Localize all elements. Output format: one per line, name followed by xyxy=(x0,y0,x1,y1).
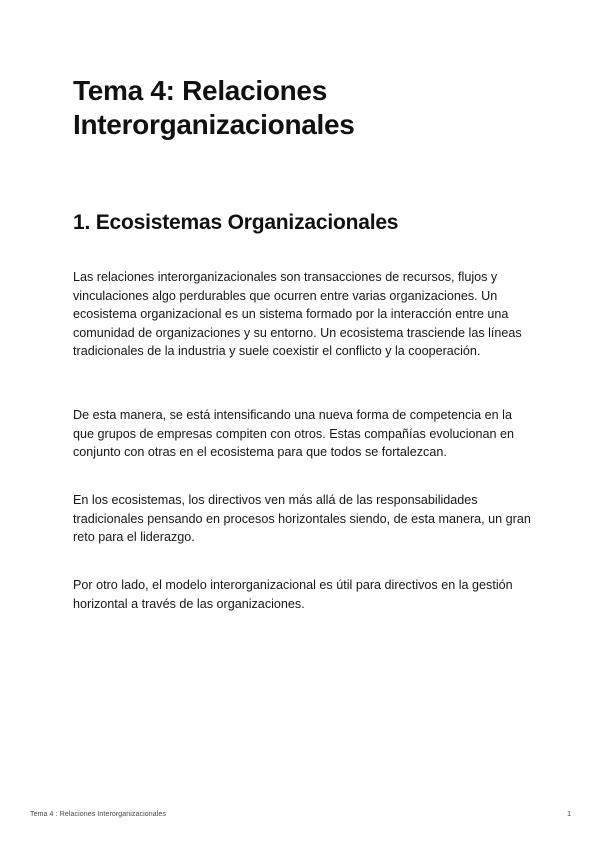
paragraph-1: Las relaciones interorganizacionales son transacciones de recursos, flujos y vinculaciones algo perdurables que ocurren entre varias organizaciones. Un ecosistema organizacional es un sistema formado por la interacción entre una comunidad de organizaciones y su entorno. Un ecosistema trasciende las líneas tradicionales de la industria y suele coexistir el conflicto y la cooperación. xyxy=(73,270,522,358)
section-heading: 1. Ecosistemas Organizacionales xyxy=(73,211,399,234)
paragraph-4: Por otro lado, el modelo interorganizacional es útil para directivos en la gestión horizontal a través de las organizaciones. xyxy=(73,578,513,611)
paragraph-2: De esta manera, se está intensificando una nueva forma de competencia en la que grupos de empresas compiten con otros. Estas compañías evolucionan en conjunto con otras en el ecosistema para que todos se fortalezcan. xyxy=(73,408,515,459)
page-number: 1 xyxy=(567,811,571,818)
document-title: Tema 4: Relaciones Interorganizacionales xyxy=(73,75,355,140)
footer-title: Tema 4 : Relaciones Interorganizacionales xyxy=(30,811,167,818)
paragraph-3: En los ecosistemas, los directivos ven más allá de las responsabilidades tradicionales pensando en procesos horizontales siendo, de esta manera, un gran reto para el liderazgo. xyxy=(73,493,531,544)
